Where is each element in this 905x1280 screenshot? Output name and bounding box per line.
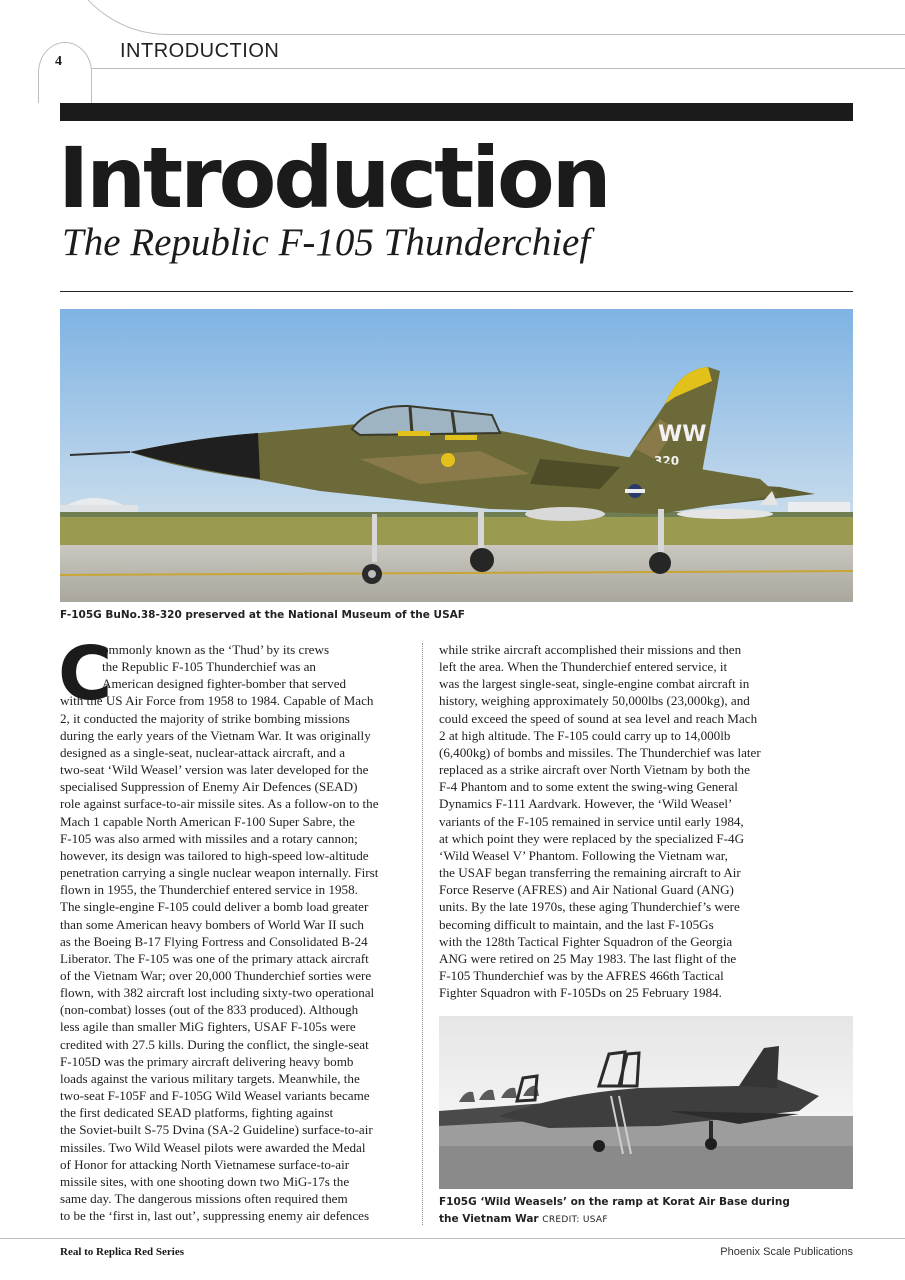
- text-line: ‘Wild Weasel V’ Phantom. Following the Vietnam war,: [439, 847, 728, 863]
- text-line: with the 128th Tactical Fighter Squadron of the Georgia: [439, 933, 733, 949]
- text-line: ommonly known as the ‘Thud’ by its crews: [102, 642, 330, 657]
- tail-number: 320: [654, 454, 680, 468]
- text-line: the first dedicated SEAD platforms, fighting against: [60, 1105, 334, 1121]
- text-line: loads against the various military targets. Meanwhile, the: [60, 1070, 360, 1086]
- text-line: F-4 Phantom and to some extent the swing-wing General: [439, 779, 738, 795]
- footer-rule: [0, 1238, 905, 1239]
- text-line: as the Boeing B-17 Flying Fortress and Consolidated B-24: [60, 933, 368, 949]
- text-line: Mach 1 capable North American F-100 Super Sabre, the: [60, 813, 355, 829]
- text-line: with the US Air Force from 1958 to 1984. Capable of Mach: [60, 693, 374, 709]
- text-line: Force Reserve (AFRES) and Air National Guard (ANG): [439, 882, 734, 898]
- body-column-left: [58, 631, 400, 1224]
- text-line: during the early years of the Vietnam War. It was originally: [60, 727, 371, 743]
- text-line: 2 at high altitude. The F-105 could carry up to 14,000lb: [439, 727, 731, 743]
- text-line: F-105 was also armed with missiles and a rotary cannon;: [60, 830, 358, 846]
- text-line: was the largest single-seat, single-engine combat aircraft in: [439, 676, 750, 692]
- text-line: the Soviet-built S-75 Dvina (SA-2 Guideline) surface-to-air: [60, 1122, 373, 1138]
- text-line: credited with 27.5 kills. During the conflict, the single-seat: [60, 1036, 369, 1052]
- wild-weasel-photo: [439, 1016, 853, 1189]
- text-line: of the Vietnam War; over 20,000 Thunderchief sorties were: [60, 967, 372, 983]
- text-line: two-seat F-105F and F-105G Wild Weasel variants became: [60, 1088, 370, 1104]
- text-line: Liberator. The F-105 was one of the primary attack aircraft: [60, 950, 369, 966]
- text-line: becoming difficult to maintain, and the last F-105Gs: [439, 916, 714, 932]
- text-line: units. By the late 1970s, these aging Thunderchief’s were: [439, 899, 740, 915]
- text-line: F-105D was the primary aircraft delivering heavy bomb: [60, 1053, 354, 1069]
- body-column-right: [439, 641, 791, 1001]
- text-line: role against surface-to-air missile sites. As a follow-on to the: [60, 796, 379, 812]
- wild-weasel-caption: [439, 1194, 799, 1229]
- main-photo-caption: F-105G BuNo.38-320 preserved at the National Museum of the USAF: [60, 609, 465, 621]
- footer-series-title: Real to Replica Red Series: [60, 1246, 185, 1258]
- header-decorative-arc: [58, 0, 905, 35]
- text-line: ANG were retired on 25 May 1983. The last flight of the: [439, 950, 737, 966]
- text-line: The single-engine F-105 could deliver a bomb load greater: [60, 899, 369, 915]
- text-line: flown in 1955, the Thunderchief entered service in 1958.: [60, 882, 358, 898]
- text-line: missiles. Two Wild Weasel pilots were awarded the Medal: [60, 1139, 366, 1155]
- text-line: F-105 Thunderchief was by the AFRES 466th Tactical: [439, 967, 724, 983]
- text-line: penetration carrying a single nuclear weapon internally. First: [60, 865, 379, 881]
- text-line: of Honor for attacking North Vietnamese surface-to-air: [60, 1156, 350, 1172]
- text-line: history, weighing approximately 50,000lbs (23,000kg), and: [439, 693, 750, 709]
- text-line: than some American heavy bombers of World War II such: [60, 916, 364, 932]
- text-line: Dynamics F-111 Aardvark. However, the ‘Wild Weasel’: [439, 796, 733, 812]
- text-line: at which point they were replaced by the specialized F-4G: [439, 830, 745, 846]
- text-line: variants of the F-105 remained in service until early 1984,: [439, 813, 744, 829]
- caption-text: F105G ‘Wild Weasels’ on the ramp at Korat Air Base during the Vietnam War: [439, 1196, 790, 1225]
- text-line: 2, it conducted the majority of strike bombing missions: [60, 710, 350, 726]
- page-title: Introduction: [58, 129, 609, 227]
- column-divider: [422, 643, 423, 1225]
- text-line: replaced as a strike aircraft over North Vietnam by both the: [439, 762, 750, 778]
- wild-weasel-illustration: [439, 1016, 853, 1189]
- text-line: flown, with 382 aircraft lost including sixty-two operational: [60, 985, 375, 1001]
- text-line: however, its design was tailored to high-speed low-altitude: [60, 847, 369, 863]
- text-line: the Republic F-105 Thunderchief was an: [102, 659, 316, 675]
- text-line: while strike aircraft accomplished their missions and then: [439, 642, 742, 657]
- drop-cap: C: [58, 631, 113, 717]
- section-label: INTRODUCTION: [120, 40, 280, 62]
- f105g-illustration: [60, 309, 853, 602]
- text-line: could exceed the speed of sound at sea level and reach Mach: [439, 710, 758, 726]
- text-line: two-seat ‘Wild Weasel’ version was later developed for the: [60, 762, 369, 778]
- text-line: specialised Suppression of Enemy Air Defences (SEAD): [60, 779, 358, 795]
- text-line: same day. The dangerous missions often required them: [60, 1191, 348, 1206]
- text-line: (non-combat) losses (out of the 833 produced). Although: [60, 1002, 359, 1018]
- text-line: less agile than smaller MiG fighters, USAF F-105s were: [60, 1019, 356, 1035]
- title-divider: [60, 291, 853, 292]
- header-rule: [90, 68, 905, 69]
- tail-code: WW: [658, 422, 707, 447]
- page-number-tab: [38, 42, 92, 103]
- text-line: (6,400kg) of bombs and missiles. The Thunderchief was later: [439, 744, 761, 760]
- page-subtitle: The Republic F-105 Thunderchief: [62, 221, 591, 264]
- main-aircraft-photo: [60, 309, 853, 602]
- text-line: designed as a single-seat, nuclear-attack aircraft, and a: [60, 744, 346, 760]
- footer-publisher: Phoenix Scale Publications: [720, 1246, 853, 1258]
- text-line: American designed fighter-bomber that served: [102, 676, 347, 692]
- photo-credit: CREDIT: USAF: [542, 1215, 608, 1225]
- text-line: the USAF began transferring the remaining aircraft to Air: [439, 865, 741, 881]
- text-line: missile sites, with one shooting down two MiG-17s the: [60, 1173, 350, 1189]
- text-line: Fighter Squadron with F-105Ds on 25 February 1984.: [439, 985, 722, 1001]
- text-line: left the area. When the Thunderchief entered service, it: [439, 659, 728, 675]
- text-line: to be the ‘first in, last out’, suppressing enemy air defences: [60, 1208, 370, 1224]
- page-number: 4: [55, 54, 62, 69]
- title-bar: [60, 103, 853, 121]
